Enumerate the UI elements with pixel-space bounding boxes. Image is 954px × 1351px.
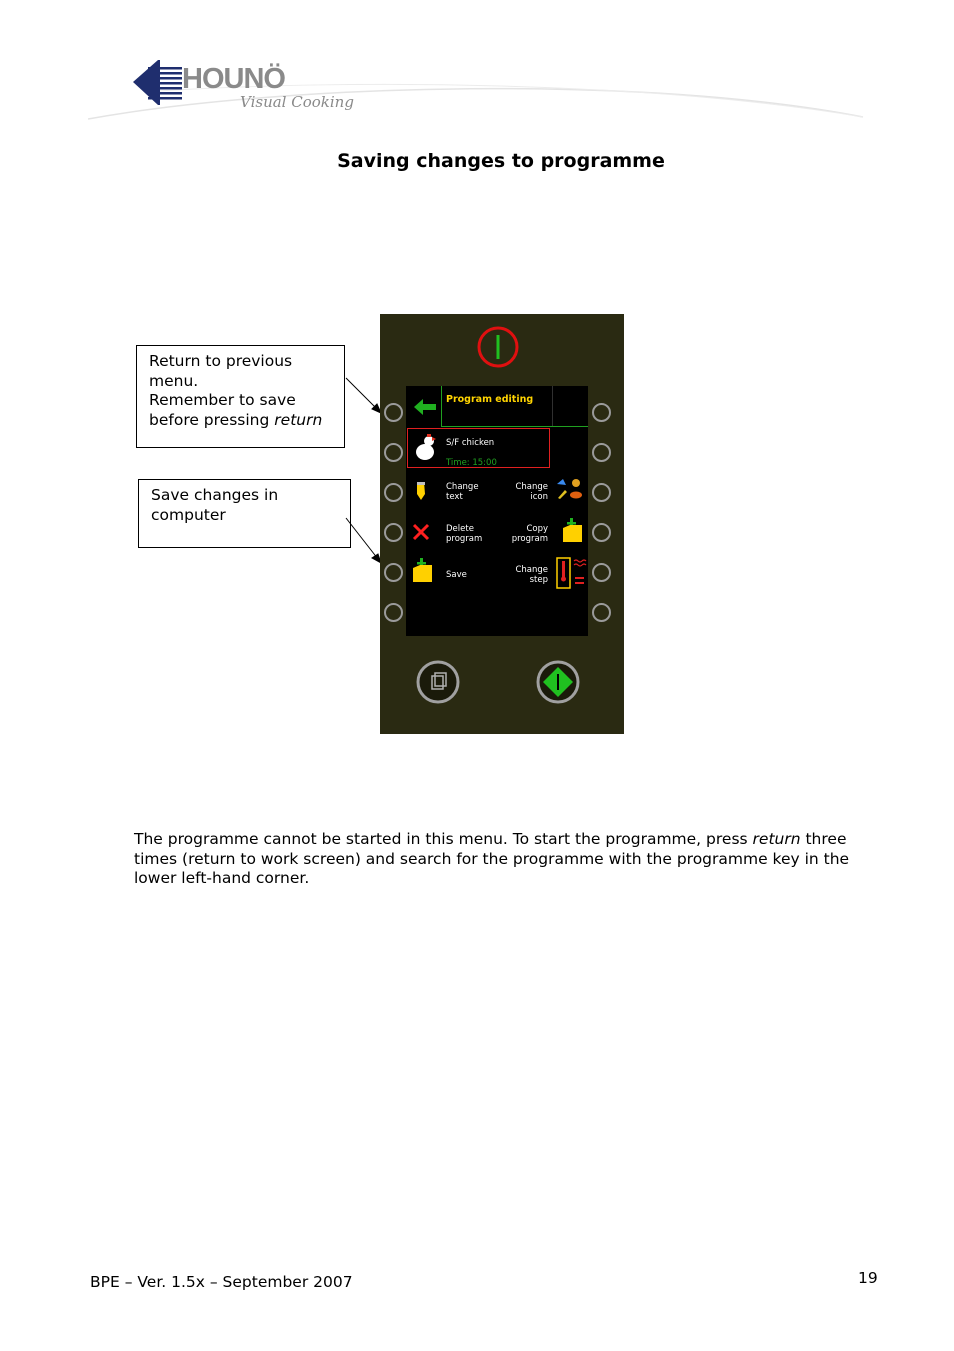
body-part1: The programme cannot be started in this menu. To start the programme, press — [134, 830, 753, 848]
body-part2: three times (return to work screen) and search for the programme with the programme key in the lower left-hand corner. — [134, 830, 850, 887]
side-button-left-3[interactable] — [384, 483, 403, 502]
change-text-label[interactable]: Change text — [446, 482, 479, 502]
side-button-left-5[interactable] — [384, 563, 403, 582]
program-selection[interactable] — [407, 428, 550, 468]
display-screen — [406, 386, 588, 636]
delete-program-label[interactable]: Delete program — [446, 524, 483, 544]
callout-return-line2: Remember to save before pressing — [149, 391, 296, 429]
screen-header-title: Program editing — [446, 394, 534, 405]
pencil-icon — [414, 480, 428, 502]
callout-return-line1: Return to previous menu. — [149, 352, 293, 390]
start-key-icon[interactable] — [535, 659, 581, 705]
return-arrow-icon[interactable] — [414, 398, 438, 416]
page-title: Saving changes to programme — [337, 150, 665, 172]
body-paragraph — [134, 830, 864, 889]
copy-program-label[interactable]: Copy program — [511, 524, 548, 544]
save-folder-icon — [412, 558, 434, 584]
logo-tagline: Visual Cooking — [240, 93, 354, 111]
side-button-left-6[interactable] — [384, 603, 403, 622]
program-time: Time: 15:00 — [446, 458, 497, 468]
side-button-left-1[interactable] — [384, 403, 403, 422]
side-button-left-4[interactable] — [384, 523, 403, 542]
delete-x-icon — [412, 523, 430, 541]
side-button-right-6[interactable] — [592, 603, 611, 622]
change-step-label[interactable]: Change step — [515, 565, 548, 585]
chicken-icon — [412, 433, 436, 463]
callout-return-emph: return — [274, 410, 323, 429]
programme-key-icon[interactable] — [415, 659, 461, 705]
power-button-icon[interactable] — [475, 324, 521, 370]
side-button-right-4[interactable] — [592, 523, 611, 542]
program-name: S/F chicken — [446, 438, 495, 448]
side-button-right-5[interactable] — [592, 563, 611, 582]
side-button-right-2[interactable] — [592, 443, 611, 462]
body-emph: return — [752, 830, 801, 848]
side-button-left-2[interactable] — [384, 443, 403, 462]
footer-version: BPE – Ver. 1.5x – September 2007 — [90, 1273, 353, 1291]
logo-wordmark: HOUNÖ — [182, 63, 285, 95]
change-icon-label[interactable]: Change icon — [515, 482, 548, 502]
step-icon — [556, 557, 588, 589]
save-label[interactable]: Save — [446, 570, 467, 580]
food-icons — [556, 478, 584, 500]
side-button-right-1[interactable] — [592, 403, 611, 422]
copy-folder-icon — [562, 518, 584, 544]
callout-save-text: Save changes in computer — [151, 486, 279, 524]
side-button-right-3[interactable] — [592, 483, 611, 502]
page-number: 19 — [858, 1269, 878, 1287]
